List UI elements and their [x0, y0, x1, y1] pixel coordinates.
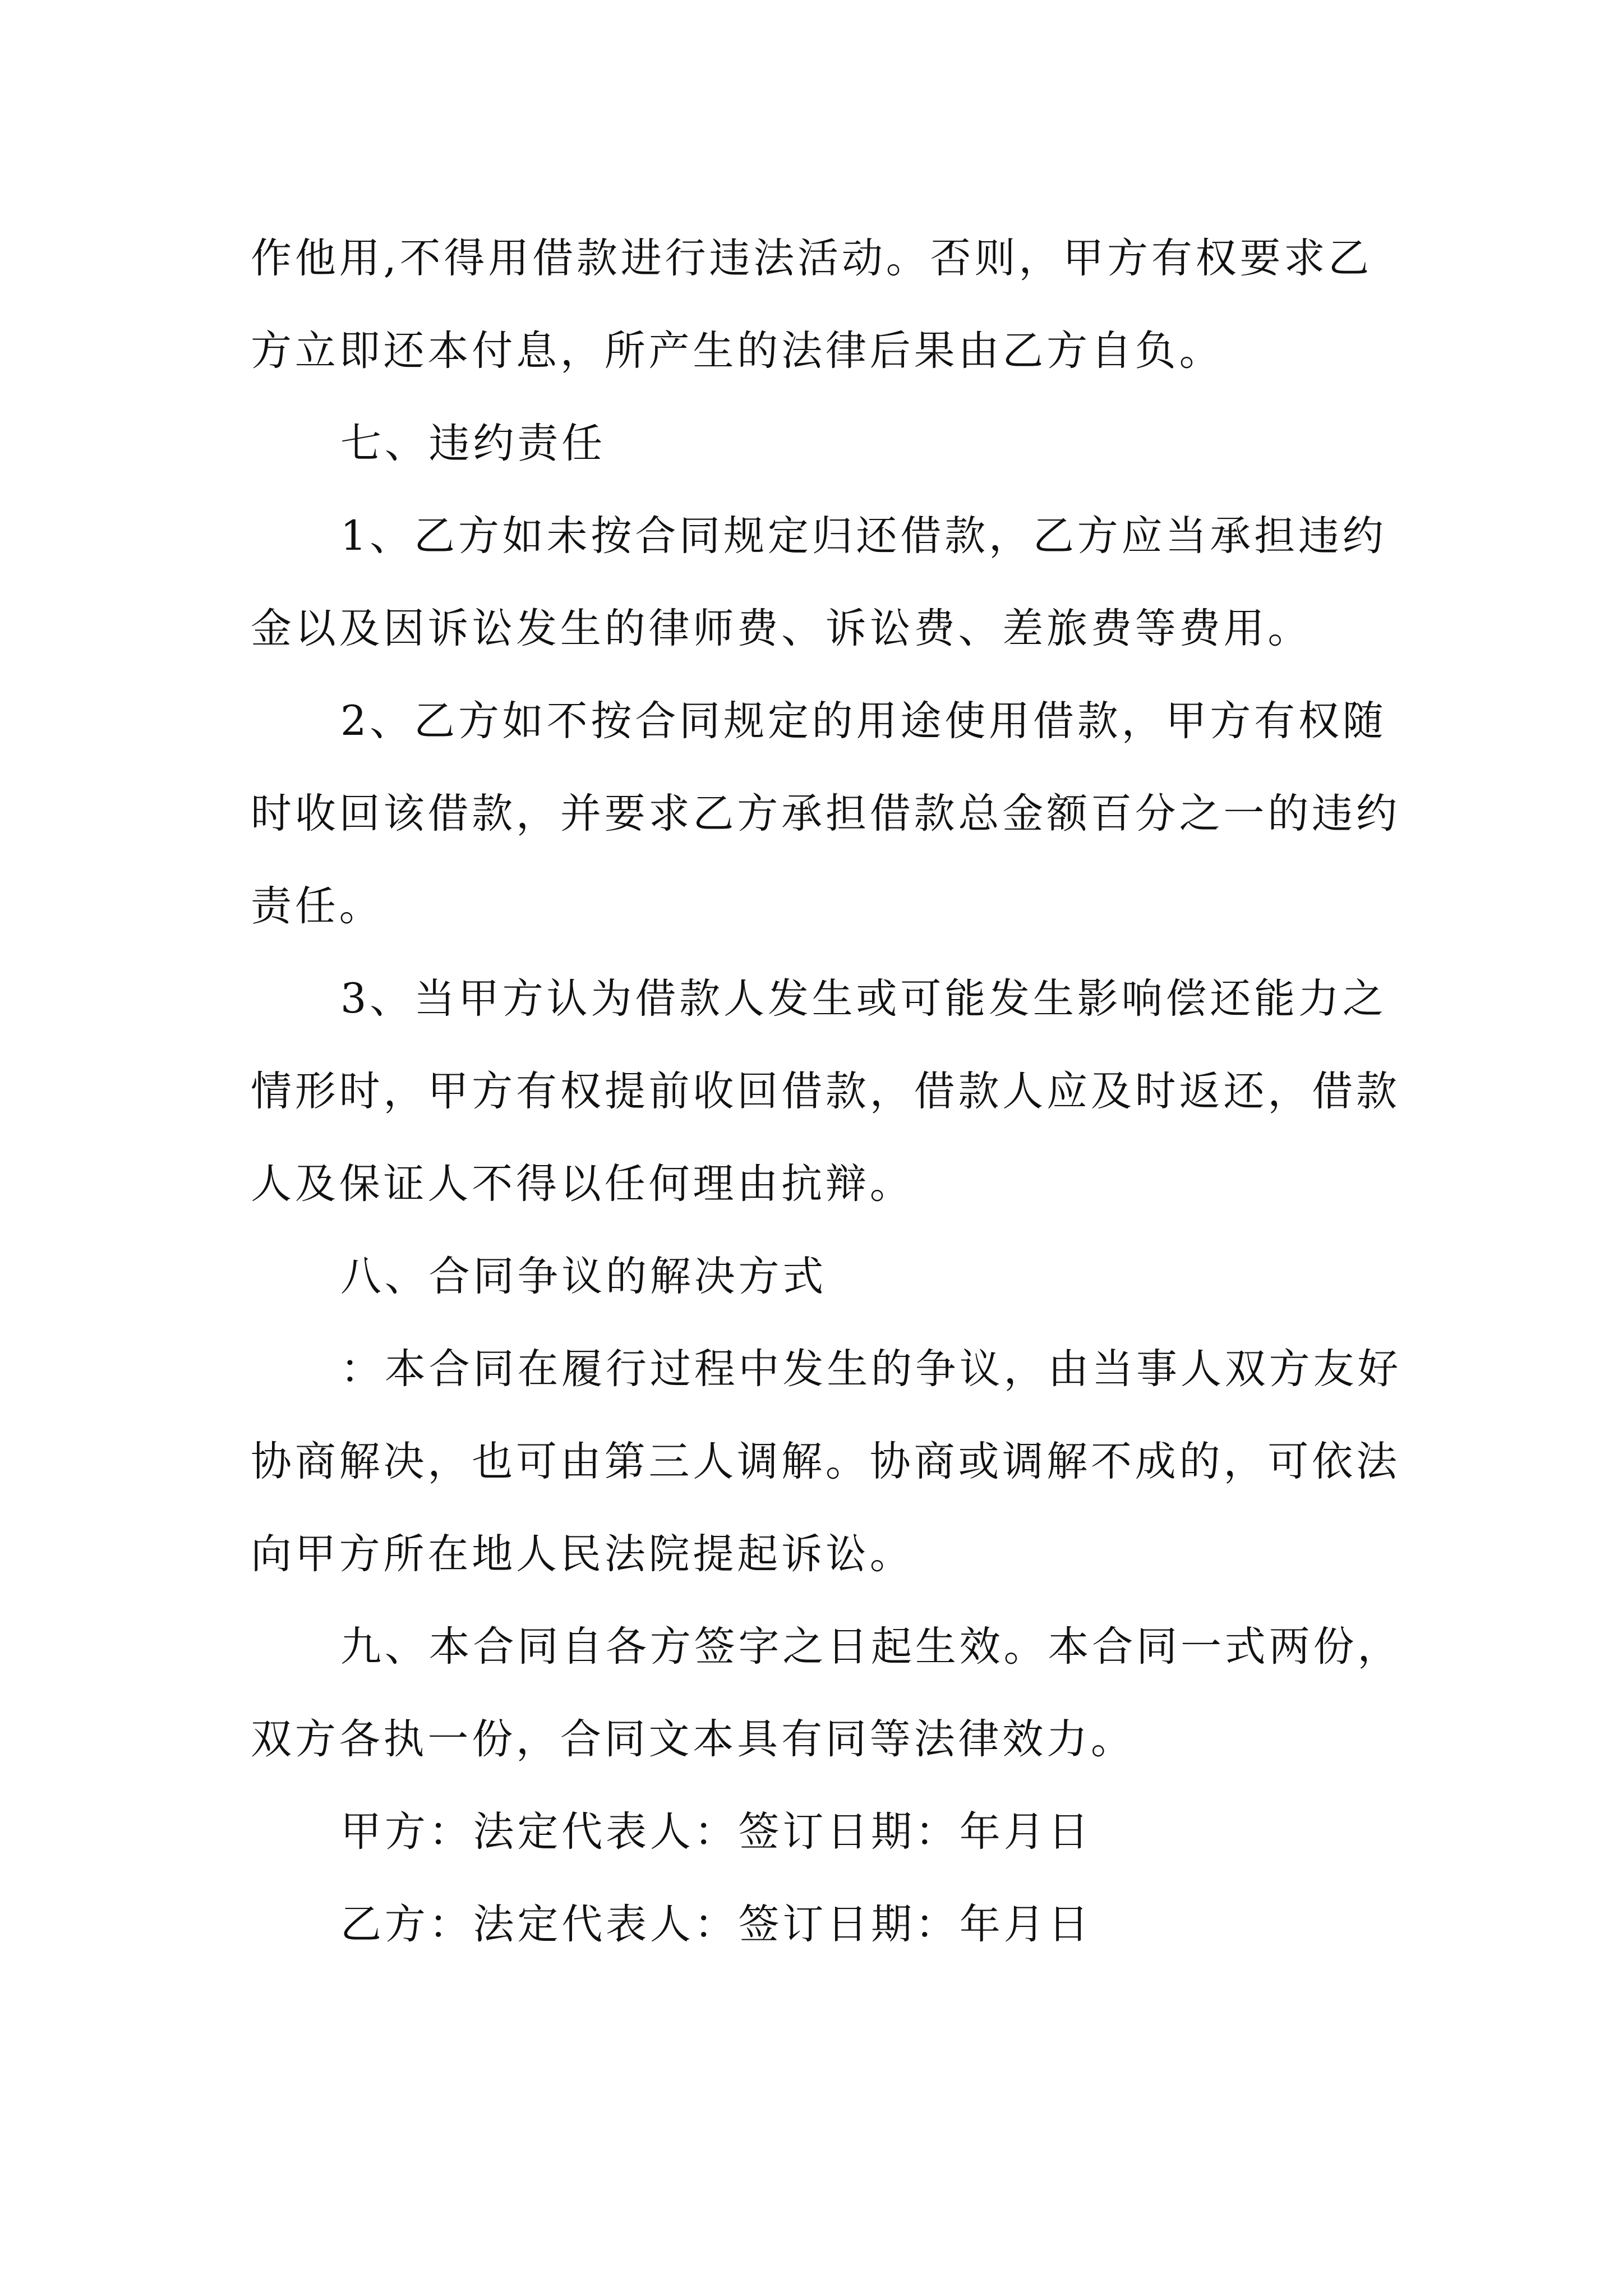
text-line-5: 金以及因诉讼发生的律师费、诉讼费、差旅费等费用。: [251, 605, 1312, 652]
text-line-17: 双方各执一份，合同文本具有同等法律效力。: [251, 1715, 1135, 1763]
signature-line-party-b: 乙方：法定代表人：签订日期：年月日: [340, 1901, 1092, 1948]
signature-line-party-a: 甲方：法定代表人：签订日期：年月日: [340, 1808, 1092, 1856]
contract-text: [251, 212, 1402, 1971]
text-line-13: ：本合同在履行过程中发生的争议，由当事人双方友好: [340, 1345, 1402, 1393]
text-line-7: 时收回该借款，并要求乙方承担借款总金额百分之一的违约: [251, 790, 1400, 838]
section-heading-effectiveness: 九、本合同自各方签字之日起生效。本合同一式两份，: [340, 1623, 1402, 1671]
text-line-10: 情形时，甲方有权提前收回借款，借款人应及时返还，借款: [251, 1068, 1400, 1115]
text-line-8: 责任。: [251, 882, 384, 930]
text-line-9: 3、当甲方认为借款人发生或可能发生影响偿还能力之: [340, 975, 1387, 1023]
text-line-1: 作他用,不得用借款进行违法活动。否则，甲方有权要求乙: [251, 234, 1373, 282]
section-heading-disputes: 八、合同争议的解决方式: [340, 1253, 827, 1300]
text-line-11: 人及保证人不得以任何理由抗辩。: [251, 1160, 914, 1208]
text-line-4: 1、乙方如未按合同规定归还借款，乙方应当承担违约: [340, 512, 1387, 560]
text-line-2: 方立即还本付息，所产生的法律后果由乙方自负。: [251, 327, 1224, 375]
text-line-15: 向甲方所在地人民法院提起诉讼。: [251, 1530, 914, 1578]
text-line-6: 2、乙方如不按合同规定的用途使用借款，甲方有权随: [340, 697, 1387, 745]
section-heading-breach: 七、违约责任: [340, 420, 606, 467]
text-line-14: 协商解决，也可由第三人调解。协商或调解不成的，可依法: [251, 1438, 1400, 1485]
